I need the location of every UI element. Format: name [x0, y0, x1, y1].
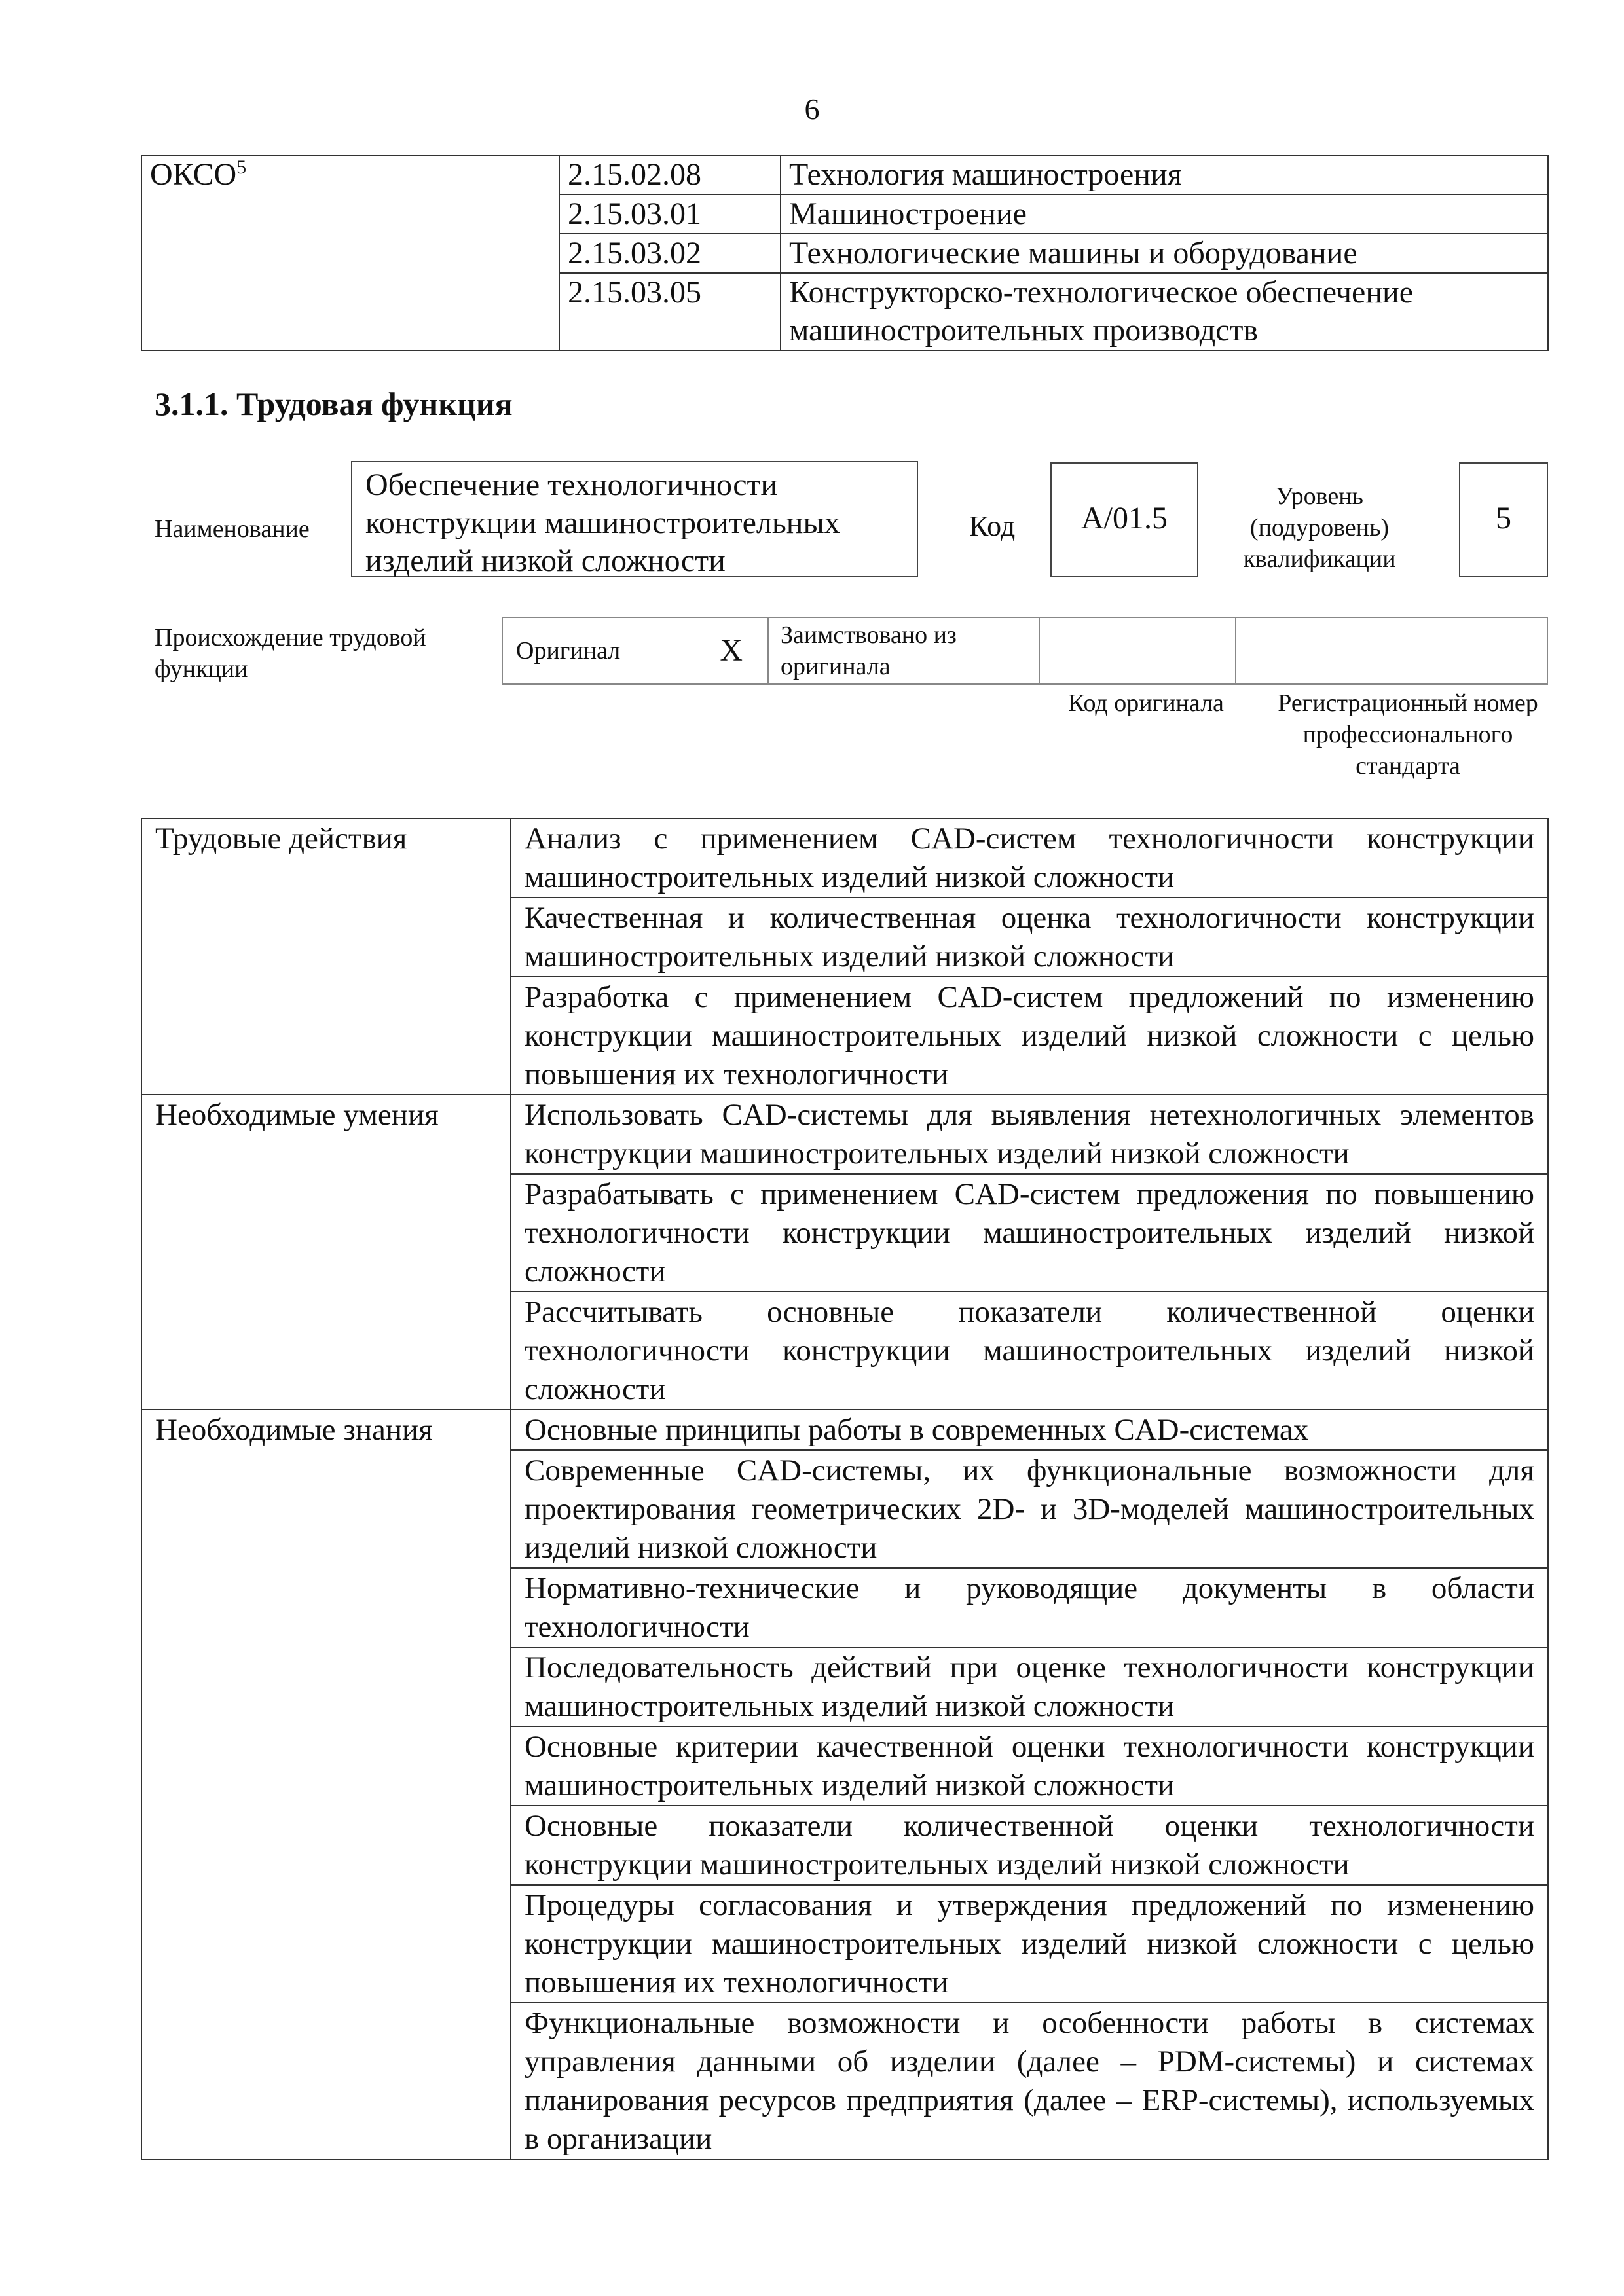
- requirement-item: Функциональные возможности и особенности работы в системах управления данными об изделии (далее – PDM-системы) и системах планирования ресурсов предприятия (далее – ERP-системы), используемых в организации: [511, 2003, 1548, 2159]
- okso-table: [141, 155, 1549, 351]
- requirement-item: Основные принципы работы в современных CAD-системах: [511, 1410, 1548, 1450]
- okso-name: Технологические машины и оборудование: [781, 234, 1548, 273]
- okso-name: Конструкторско-технологическое обеспечение машиностроительных производств: [781, 273, 1548, 350]
- borrowed-cell: [768, 617, 1039, 684]
- name-label: Наименование: [155, 515, 310, 543]
- okso-name: Технология машиностроения: [781, 155, 1548, 194]
- requirement-item: Последовательность действий при оценке технологичности конструкции машиностроительных изделий низкой сложности: [511, 1647, 1548, 1726]
- reg-number-cell: [1236, 617, 1547, 684]
- function-code-box: [1050, 462, 1198, 577]
- function-name-box: [351, 461, 918, 577]
- level-label: Уровень (подуровень) квалификации: [1243, 483, 1396, 573]
- requirement-item: Процедуры согласования и утверждения предложений по изменению конструкции машиностроительных изделий низкой сложности с целью повышения их технологичности: [511, 1885, 1548, 2003]
- code-original-caption: Код оригинала: [1068, 689, 1224, 717]
- requirement-item: Нормативно-технические и руководящие документы в области технологичности: [511, 1568, 1548, 1647]
- original-cell: [502, 617, 768, 684]
- section-title: 3.1.1. Трудовая функция: [155, 386, 513, 422]
- okso-code: 2.15.02.08: [559, 155, 781, 194]
- function-name-value: Обеспечение технологичности конструкции машиностроительных изделий низкой сложности: [365, 467, 840, 578]
- section-title-cell: Необходимые умения: [141, 1095, 511, 1410]
- requirement-item: Современные CAD-системы, их функциональные возможности для проектирования геометрических 2D- и 3D-моделей машиностроительных изделий низкой сложности: [511, 1450, 1548, 1568]
- function-code-value: A/01.5: [1081, 501, 1168, 536]
- requirement-item: Качественная и количественная оценка технологичности конструкции машиностроительных изделий низкой сложности: [511, 898, 1548, 977]
- okso-code: 2.15.03.02: [559, 234, 781, 273]
- requirement-item: Использовать CAD-системы для выявления нетехнологичных элементов конструкции машиностроительных изделий низкой сложности: [511, 1095, 1548, 1174]
- borrowed-label: Заимствовано из оригинала: [781, 621, 957, 680]
- reg-number-caption: Регистрационный номер профессионального стандарта: [1278, 689, 1538, 780]
- requirement-item: Основные показатели количественной оценки технологичности конструкции машиностроительных изделий низкой сложности: [511, 1806, 1548, 1885]
- function-level-value: 5: [1496, 501, 1511, 536]
- origin-table: [502, 617, 1548, 685]
- okso-label: ОКСО: [150, 157, 237, 192]
- original-mark: X: [720, 633, 743, 668]
- table-row: [141, 818, 1548, 898]
- requirement-item: Основные критерии качественной оценки технологичности конструкции машиностроительных изделий низкой сложности: [511, 1726, 1548, 1806]
- origin-label: Происхождение трудовой функции: [155, 624, 426, 683]
- okso-code: 2.15.03.05: [559, 273, 781, 350]
- okso-footnote: 5: [236, 156, 247, 178]
- requirement-item: Разрабатывать с применением CAD-систем предложения по повышению технологичности конструкции машиностроительных изделий низкой сложности: [511, 1174, 1548, 1292]
- original-code-cell: [1039, 617, 1236, 684]
- original-label: Оригинал: [516, 637, 621, 665]
- table-row: [141, 1095, 1548, 1174]
- section-title-cell: Необходимые знания: [141, 1410, 511, 2159]
- table-row: [141, 1410, 1548, 1450]
- okso-row: [141, 155, 1548, 194]
- requirement-item: Разработка с применением CAD-систем предложений по изменению конструкции машиностроительных изделий низкой сложности с целью повышения их технологичности: [511, 977, 1548, 1095]
- okso-code: 2.15.03.01: [559, 194, 781, 234]
- section-title-cell: Трудовые действия: [141, 818, 511, 1095]
- okso-name: Машиностроение: [781, 194, 1548, 234]
- requirement-item: Рассчитывать основные показатели количественной оценки технологичности конструкции машиностроительных изделий низкой сложности: [511, 1292, 1548, 1410]
- function-level-box: [1459, 462, 1548, 577]
- page-number: 6: [804, 92, 820, 126]
- code-label: Код: [969, 510, 1016, 542]
- requirements-table: [141, 818, 1549, 2160]
- requirement-item: Анализ с применением CAD-систем технологичности конструкции машиностроительных изделий низкой сложности: [511, 818, 1548, 898]
- okso-label-cell: [141, 155, 559, 350]
